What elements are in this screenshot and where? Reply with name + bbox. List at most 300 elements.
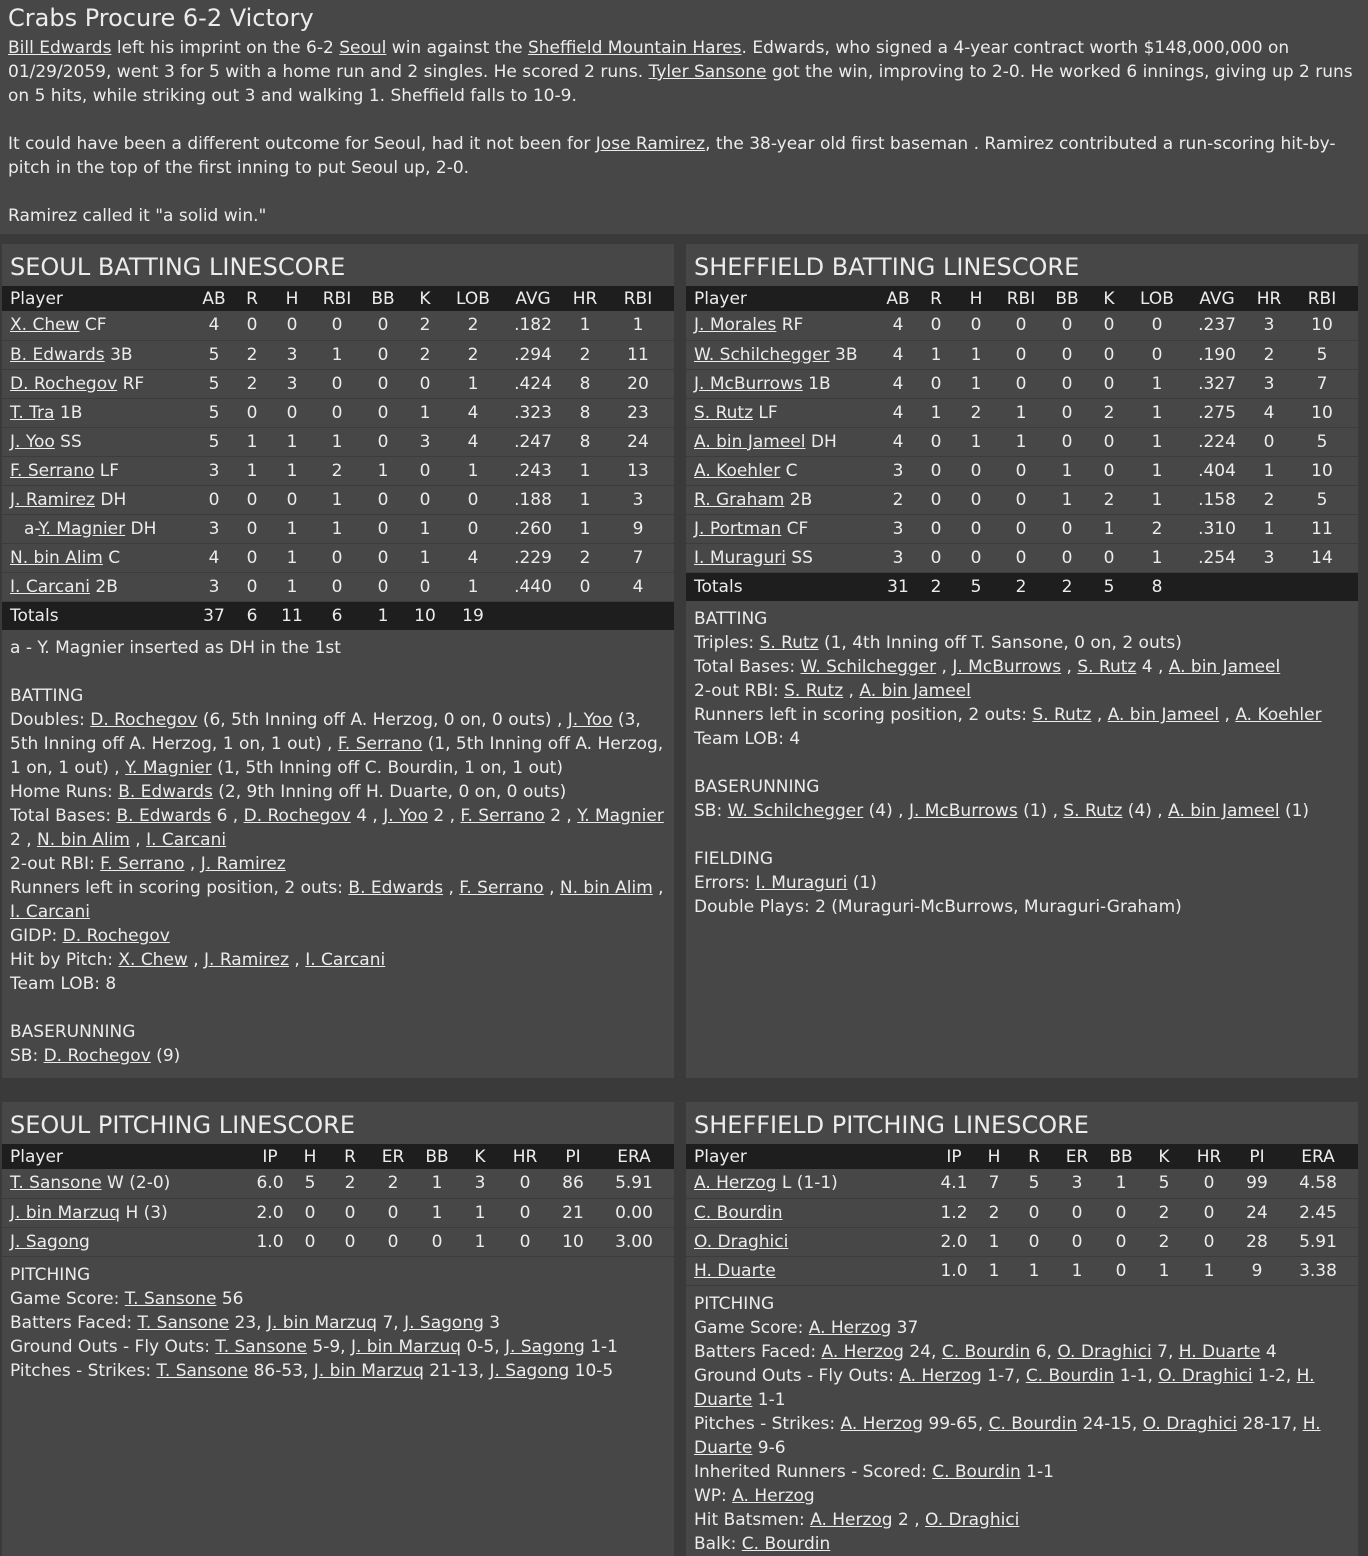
player-link-seoul[interactable]: Seoul — [339, 38, 387, 58]
stat-cell: 3 — [882, 514, 920, 543]
stat-cell: .182 — [504, 311, 568, 340]
stat-cell: 1 — [1132, 543, 1188, 572]
player-link-sheffield-mountain-hares[interactable]: Sheffield Mountain Hares — [527, 38, 742, 58]
stat-cell: .158 — [1188, 485, 1252, 514]
player-link-a-herzog[interactable]: A. Herzog — [840, 1413, 924, 1434]
player-link-d-rochegov[interactable]: D. Rochegov — [62, 926, 170, 946]
stat-cell: 1 — [1146, 1256, 1188, 1285]
stat-cell: 5 — [198, 398, 236, 427]
player-link-a-bin-jameel[interactable]: A. bin Jameel — [1168, 801, 1280, 821]
player-link-x-chew[interactable]: X. Chew — [118, 950, 188, 970]
sheffield-batting-panel — [686, 244, 1358, 1078]
panel-title: SHEFFIELD BATTING LINESCORE — [694, 253, 1080, 281]
note-text: (9) — [150, 1046, 181, 1066]
stat-cell: 5 — [294, 1169, 332, 1198]
stat-cell: 3 — [608, 485, 674, 514]
stat-cell: 5 — [1016, 1169, 1058, 1198]
note-line — [10, 1311, 666, 1335]
note-text: (1) — [1279, 801, 1310, 821]
note-text: Pitches - Strikes: — [10, 1360, 157, 1381]
player-link-c-bourdin[interactable]: C. Bourdin — [741, 1533, 831, 1554]
stat-cell: 1 — [978, 1227, 1016, 1256]
player-link-a-bin-jameel[interactable]: A. bin Jameel — [1107, 705, 1220, 725]
note-line — [10, 1263, 666, 1287]
player-link-i-carcani[interactable]: I. Carcani — [146, 830, 227, 850]
totals-label: Totals — [686, 572, 882, 601]
column-header-rbi: RBI — [316, 286, 364, 311]
note-text: BATTING — [10, 686, 84, 706]
player-position: 2B — [784, 489, 813, 510]
stat-cell: 2 — [958, 398, 1000, 427]
stat-cell: 2 — [1146, 1198, 1188, 1227]
player-link-a-herzog[interactable]: A. Herzog — [694, 1173, 777, 1194]
stat-cell: 3 — [882, 456, 920, 485]
note-text: (2, 9th Inning off H. Duarte, 0 on, 0 outs) — [212, 782, 567, 802]
stat-cell: .310 — [1188, 514, 1252, 543]
player-position: 1B — [802, 373, 831, 394]
column-header-hr: HR — [504, 1144, 552, 1169]
stat-cell: 1 — [274, 514, 316, 543]
stat-cell: 0 — [236, 398, 274, 427]
player-link-t-sansone[interactable]: T. Sansone — [124, 1288, 217, 1309]
stat-cell: 3 — [408, 427, 448, 456]
player-link-j-ramirez[interactable]: J. Ramirez — [204, 950, 290, 970]
sheffield-pitching-table — [686, 1144, 1358, 1286]
player-link-h-duarte[interactable]: H. Duarte — [694, 1365, 1315, 1410]
player-link-f-serrano[interactable]: F. Serrano — [337, 734, 423, 754]
note-text: Game Score: — [694, 1317, 809, 1338]
note-text: 1-1 — [752, 1389, 786, 1410]
stat-cell: 5 — [198, 427, 236, 456]
stat-cell: 5 — [1292, 427, 1358, 456]
player-link-a-herzog[interactable]: A. Herzog — [821, 1341, 904, 1362]
stat-cell: 0 — [1092, 340, 1132, 369]
player-link-c-bourdin[interactable]: C. Bourdin — [932, 1461, 1021, 1482]
stat-cell: 0 — [920, 456, 958, 485]
sheffield-pitching-panel — [686, 1102, 1358, 1556]
stat-cell: 5 — [1292, 485, 1358, 514]
player-link-j-sagong[interactable]: J. Sagong — [505, 1336, 585, 1357]
player-position: 1B — [54, 402, 83, 423]
stat-cell: 1 — [1132, 456, 1188, 485]
player-link-c-bourdin[interactable]: C. Bourdin — [941, 1341, 1031, 1362]
note-line — [694, 775, 1350, 799]
stat-cell — [1252, 572, 1292, 601]
player-link-b-edwards[interactable]: B. Edwards — [118, 782, 213, 802]
column-header-ip: IP — [252, 1144, 294, 1169]
player-link-t-sansone[interactable]: T. Sansone — [215, 1336, 307, 1357]
player-link-s-rutz[interactable]: S. Rutz — [694, 402, 754, 423]
player-link-d-rochegov[interactable]: D. Rochegov — [43, 1046, 151, 1066]
stat-cell: 4 — [1252, 398, 1292, 427]
stat-cell: 0 — [958, 543, 1000, 572]
stat-cell: 0 — [1048, 340, 1092, 369]
player-link-a-herzog[interactable]: A. Herzog — [810, 1509, 893, 1530]
stat-cell: 0 — [920, 369, 958, 398]
note-line — [10, 804, 666, 852]
stat-cell: 1 — [1058, 1256, 1102, 1285]
player-link-c-bourdin[interactable]: C. Bourdin — [1025, 1365, 1115, 1386]
table-row — [686, 311, 1358, 340]
stat-cell: 0 — [504, 1227, 552, 1256]
player-link-t-sansone[interactable]: T. Sansone — [10, 1173, 102, 1194]
stat-cell: .404 — [1188, 456, 1252, 485]
note-text: Doubles: — [10, 710, 91, 730]
player-link-s-rutz[interactable]: S. Rutz — [1063, 801, 1123, 821]
note-text: Game Score: — [10, 1288, 125, 1309]
player-link-i-muraguri[interactable]: I. Muraguri — [694, 547, 786, 568]
player-cell — [686, 340, 882, 369]
stat-cell: 0 — [1048, 369, 1092, 398]
player-link-i-carcani[interactable]: I. Carcani — [10, 902, 90, 922]
stat-cell: 2 — [332, 1169, 374, 1198]
stat-cell: 4 — [608, 572, 674, 601]
stat-cell: 0 — [1048, 543, 1092, 572]
note-text: , — [543, 878, 560, 898]
column-header-h: H — [978, 1144, 1016, 1169]
player-link-j-sagong[interactable]: J. Sagong — [404, 1312, 484, 1333]
stat-cell: 8 — [1132, 572, 1188, 601]
note-line — [694, 895, 1350, 919]
player-link-s-rutz[interactable]: S. Rutz — [784, 681, 844, 701]
player-link-i-muraguri[interactable]: I. Muraguri — [755, 873, 848, 893]
player-position: W (2-0) — [101, 1173, 171, 1194]
stat-cell: 0 — [236, 514, 274, 543]
table-row — [686, 543, 1358, 572]
stat-cell: 11 — [608, 340, 674, 369]
player-cell — [2, 1169, 252, 1198]
stat-cell: 1 — [958, 369, 1000, 398]
player-position: RF — [117, 373, 145, 394]
stat-cell: 31 — [882, 572, 920, 601]
stat-cell: 0 — [408, 485, 448, 514]
stat-cell: 2.45 — [1284, 1198, 1358, 1227]
player-link-i-carcani[interactable]: I. Carcani — [305, 950, 386, 970]
stat-cell: 2 — [1252, 340, 1292, 369]
note-text: Inherited Runners - Scored: — [694, 1461, 933, 1482]
stat-cell: .294 — [504, 340, 568, 369]
player-link-o-draghici[interactable]: O. Draghici — [694, 1231, 789, 1252]
stat-cell: 0 — [236, 311, 274, 340]
player-position: C — [102, 547, 121, 568]
player-link-a-herzog[interactable]: A. Herzog — [808, 1317, 892, 1338]
player-position: CF — [79, 315, 107, 336]
note-text: Batters Faced: — [10, 1312, 138, 1333]
stat-cell: 19 — [448, 601, 504, 630]
player-link-s-rutz[interactable]: S. Rutz — [1077, 657, 1137, 677]
note-text: Balk: — [694, 1533, 742, 1554]
note-line — [694, 655, 1350, 679]
player-link-f-serrano[interactable]: F. Serrano — [10, 460, 95, 481]
player-link-j-yoo[interactable]: J. Yoo — [383, 806, 428, 826]
player-link-w-schilchegger[interactable]: W. Schilchegger — [694, 344, 830, 365]
recap-paragraph-1 — [8, 36, 1360, 108]
note-text: , the 38-year old first baseman . Ramirez contributed a run-scoring hit-by-pitch in the top of the first inning to put Seoul up, 2-0. — [8, 134, 1336, 178]
column-header-h: H — [274, 286, 316, 311]
stat-cell: 0 — [294, 1227, 332, 1256]
stat-cell: 10 — [1292, 311, 1358, 340]
player-link-h-duarte[interactable]: H. Duarte — [1178, 1341, 1261, 1362]
column-header-h: H — [958, 286, 1000, 311]
note-line — [694, 607, 1350, 631]
seoul-pitching-notes — [2, 1257, 674, 1389]
player-link-i-carcani[interactable]: I. Carcani — [10, 576, 90, 597]
player-link-c-bourdin[interactable]: C. Bourdin — [988, 1413, 1078, 1434]
table-row — [2, 1227, 674, 1256]
stat-cell: 0 — [274, 398, 316, 427]
stat-cell: 0 — [316, 369, 364, 398]
column-header-bb: BB — [1102, 1144, 1146, 1169]
player-link-d-rochegov[interactable]: D. Rochegov — [10, 373, 118, 394]
player-link-o-draghici[interactable]: O. Draghici — [1142, 1413, 1238, 1434]
player-link-n-bin-alim[interactable]: N. bin Alim — [10, 547, 103, 568]
stat-cell: 0 — [1092, 427, 1132, 456]
table-row — [2, 427, 674, 456]
player-link-j-mcburrows[interactable]: J. McBurrows — [908, 801, 1018, 821]
note-text: (1, 5th Inning off C. Bourdin, 1 on, 1 out) — [211, 758, 563, 778]
player-link-a-herzog[interactable]: A. Herzog — [899, 1365, 982, 1386]
player-link-y-magnier[interactable]: Y. Magnier — [38, 518, 126, 539]
player-link-j-sagong[interactable]: J. Sagong — [10, 1231, 90, 1252]
stat-cell — [568, 601, 608, 630]
stat-cell: 2 — [1048, 572, 1092, 601]
note-line — [694, 847, 1350, 871]
player-link-n-bin-alim[interactable]: N. bin Alim — [37, 830, 130, 850]
player-link-r-graham[interactable]: R. Graham — [694, 489, 785, 510]
stat-cell: .237 — [1188, 311, 1252, 340]
table-row — [686, 1198, 1358, 1227]
stat-cell: .323 — [504, 398, 568, 427]
player-link-a-bin-jameel[interactable]: A. bin Jameel — [1168, 657, 1281, 677]
player-link-j-bin-marzuq[interactable]: J. bin Marzuq — [313, 1360, 424, 1381]
stat-cell: .424 — [504, 369, 568, 398]
stat-cell: 2 — [568, 340, 608, 369]
player-link-tyler-sansone[interactable]: Tyler Sansone — [648, 62, 767, 82]
player-link-j-ramirez[interactable]: J. Ramirez — [200, 854, 286, 874]
player-link-y-magnier[interactable]: Y. Magnier — [125, 758, 212, 778]
stat-cell: 1 — [920, 340, 958, 369]
player-cell — [2, 456, 198, 485]
player-link-b-edwards[interactable]: B. Edwards — [348, 878, 444, 898]
stat-cell: 1 — [274, 543, 316, 572]
column-header-h: H — [294, 1144, 332, 1169]
player-link-j-bin-marzuq[interactable]: J. bin Marzuq — [10, 1202, 121, 1223]
player-cell — [686, 1256, 936, 1285]
stat-cell: 4 — [448, 543, 504, 572]
stat-cell: 0 — [1000, 369, 1048, 398]
stat-cell: 11 — [274, 601, 316, 630]
player-link-a-bin-jameel[interactable]: A. bin Jameel — [859, 681, 971, 701]
player-link-h-duarte[interactable]: H. Duarte — [694, 1413, 1321, 1458]
player-link-j-portman[interactable]: J. Portman — [694, 518, 782, 539]
note-text: 1-1 — [584, 1336, 618, 1357]
player-link-j-sagong[interactable]: J. Sagong — [489, 1360, 570, 1381]
column-header-player: Player — [686, 1144, 936, 1169]
stat-cell: 2 — [1146, 1227, 1188, 1256]
stat-cell: 4.1 — [936, 1169, 978, 1198]
stat-cell: 1 — [1252, 456, 1292, 485]
note-text: 99-65, — [923, 1413, 989, 1434]
player-position: SS — [54, 431, 82, 452]
note-text: Ground Outs - Fly Outs: — [10, 1336, 216, 1357]
stat-cell: 0 — [332, 1198, 374, 1227]
note-text: PITCHING — [694, 1293, 775, 1314]
stat-cell: 5.91 — [1284, 1227, 1358, 1256]
note-text: win against the — [386, 38, 528, 58]
stat-cell: 1 — [568, 311, 608, 340]
stat-cell: 3 — [274, 369, 316, 398]
column-header-r: R — [332, 1144, 374, 1169]
stat-cell: 1 — [236, 456, 274, 485]
stat-cell: 1 — [448, 369, 504, 398]
note-text: a - Y. Magnier inserted as DH in the 1st — [10, 638, 341, 658]
player-link-j-yoo[interactable]: J. Yoo — [10, 431, 55, 452]
column-header-pi: PI — [552, 1144, 600, 1169]
player-link-y-magnier[interactable]: Y. Magnier — [577, 806, 664, 826]
stat-cell: 4 — [882, 427, 920, 456]
stat-cell: 0 — [958, 311, 1000, 340]
stat-cell: 0 — [1102, 1256, 1146, 1285]
player-position: RF — [776, 315, 804, 336]
stat-cell: 2 — [1000, 572, 1048, 601]
player-link-j-bin-marzuq[interactable]: J. bin Marzuq — [266, 1312, 378, 1333]
player-link-j-mcburrows[interactable]: J. McBurrows — [694, 373, 803, 394]
note-text: , — [184, 854, 201, 874]
stat-cell: 1 — [448, 456, 504, 485]
stat-cell: 0 — [374, 1227, 418, 1256]
stat-cell: 0 — [1102, 1198, 1146, 1227]
stat-cell: 8 — [568, 369, 608, 398]
player-link-j-ramirez[interactable]: J. Ramirez — [10, 489, 95, 510]
player-position: LF — [94, 460, 120, 481]
player-link-t-sansone[interactable]: T. Sansone — [137, 1312, 230, 1333]
stat-cell: 1 — [1132, 398, 1188, 427]
player-link-f-serrano[interactable]: F. Serrano — [459, 878, 544, 898]
player-link-d-rochegov[interactable]: D. Rochegov — [243, 806, 351, 826]
stat-cell: 1 — [1252, 514, 1292, 543]
note-text: (3, 5th Inning off A. Herzog, 1 on, 1 out) , — [10, 710, 641, 754]
stat-cell: 1 — [568, 514, 608, 543]
player-link-w-schilchegger[interactable]: W. Schilchegger — [727, 801, 864, 821]
player-link-f-serrano[interactable]: F. Serrano — [100, 854, 185, 874]
column-header-k: K — [408, 286, 448, 311]
player-link-h-duarte[interactable]: H. Duarte — [694, 1260, 776, 1281]
player-link-w-schilchegger[interactable]: W. Schilchegger — [800, 657, 937, 677]
player-link-o-draghici[interactable]: O. Draghici — [1057, 1341, 1152, 1362]
stat-cell: .275 — [1188, 398, 1252, 427]
note-line — [10, 876, 666, 924]
game-recap — [0, 0, 1368, 234]
player-link-f-serrano[interactable]: F. Serrano — [460, 806, 545, 826]
player-link-s-rutz[interactable]: S. Rutz — [759, 633, 819, 653]
column-header-bb: BB — [364, 286, 408, 311]
stat-cell: .190 — [1188, 340, 1252, 369]
stat-cell: 3 — [1252, 369, 1292, 398]
stat-cell: 0 — [364, 427, 408, 456]
note-text: (6, 5th Inning off A. Herzog, 0 on, 0 outs) , — [197, 710, 568, 730]
column-header-ip: IP — [936, 1144, 978, 1169]
player-link-b-edwards[interactable]: B. Edwards — [116, 806, 212, 826]
stat-cell: 1 — [462, 1227, 504, 1256]
stat-cell: 0 — [236, 572, 274, 601]
note-text: 10-5 — [569, 1360, 614, 1381]
player-cell — [686, 369, 882, 398]
stat-cell: 3.38 — [1284, 1256, 1358, 1285]
player-link-j-yoo[interactable]: J. Yoo — [567, 710, 613, 730]
player-link-a-herzog[interactable]: A. Herzog — [732, 1485, 815, 1506]
note-text: Home Runs: — [10, 782, 119, 802]
player-cell — [2, 398, 198, 427]
column-header-lob: LOB — [1132, 286, 1188, 311]
spacer — [10, 660, 666, 684]
stat-cell: 2 — [316, 456, 364, 485]
player-link-b-edwards[interactable]: B. Edwards — [10, 344, 105, 365]
table-row — [686, 340, 1358, 369]
spacer — [694, 823, 1350, 847]
player-link-j-bin-marzuq[interactable]: J. bin Marzuq — [350, 1336, 462, 1357]
column-header-era: ERA — [1284, 1144, 1358, 1169]
player-link-d-rochegov[interactable]: D. Rochegov — [90, 710, 198, 730]
column-header-k: K — [462, 1144, 504, 1169]
stat-cell: 5.91 — [600, 1169, 674, 1198]
player-link-a-koehler[interactable]: A. Koehler — [694, 460, 781, 481]
stat-cell: 1 — [920, 398, 958, 427]
player-link-a-bin-jameel[interactable]: A. bin Jameel — [694, 431, 806, 452]
note-line — [10, 924, 666, 948]
player-link-j-mcburrows[interactable]: J. McBurrows — [952, 657, 1062, 677]
stat-cell: 1.0 — [252, 1227, 294, 1256]
stat-cell: 0 — [920, 427, 958, 456]
table-row — [686, 456, 1358, 485]
note-text: 4 — [1260, 1341, 1277, 1362]
player-link-x-chew[interactable]: X. Chew — [10, 315, 80, 336]
player-link-o-draghici[interactable]: O. Draghici — [1158, 1365, 1253, 1386]
table-header-row — [686, 286, 1358, 311]
table-row — [2, 340, 674, 369]
note-line — [694, 1508, 1350, 1532]
player-link-j-morales[interactable]: J. Morales — [694, 315, 777, 336]
stat-cell: 4 — [448, 427, 504, 456]
player-link-n-bin-alim[interactable]: N. bin Alim — [559, 878, 653, 898]
stat-cell: 0 — [236, 485, 274, 514]
stat-cell: 0 — [1132, 311, 1188, 340]
player-position: L (1-1) — [776, 1173, 838, 1194]
player-link-o-draghici[interactable]: O. Draghici — [925, 1509, 1020, 1530]
player-link-s-rutz[interactable]: S. Rutz — [1032, 705, 1092, 725]
player-link-a-koehler[interactable]: A. Koehler — [1235, 705, 1322, 725]
player-link-jose-ramirez[interactable]: Jose Ramirez — [595, 134, 706, 154]
player-link-t-sansone[interactable]: T. Sansone — [156, 1360, 249, 1381]
note-line — [10, 1359, 666, 1383]
stat-cell: 0 — [1102, 1227, 1146, 1256]
stat-cell: .188 — [504, 485, 568, 514]
note-text: BATTING — [694, 609, 768, 629]
table-header-row — [2, 286, 674, 311]
spacer — [694, 751, 1350, 775]
stat-cell: 5 — [198, 369, 236, 398]
note-text: 1-1 — [1020, 1461, 1054, 1482]
note-text: , — [187, 950, 205, 970]
stat-cell: 0 — [1092, 369, 1132, 398]
stat-cell: 2 — [568, 543, 608, 572]
player-link-c-bourdin[interactable]: C. Bourdin — [694, 1202, 783, 1223]
note-text: (1, 5th Inning off A. Herzog, 1 on, 1 out) , — [10, 734, 664, 778]
seoul-pitching-panel — [2, 1102, 674, 1556]
note-text: 6, — [1030, 1341, 1058, 1362]
player-link-bill-edwards[interactable]: Bill Edwards — [8, 38, 112, 58]
player-link-t-tra[interactable]: T. Tra — [10, 402, 55, 423]
player-position: C — [780, 460, 798, 481]
